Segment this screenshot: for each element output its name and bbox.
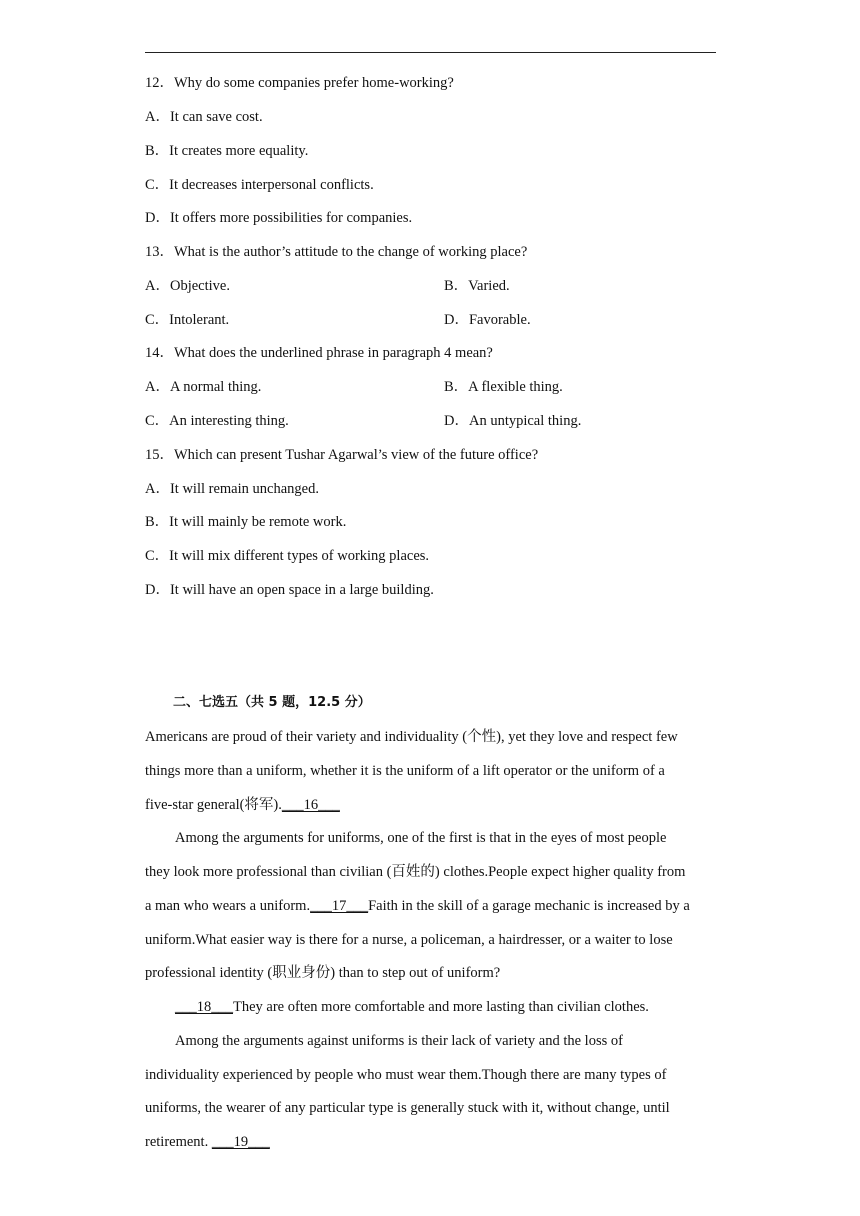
question-12-option-a: A．It can save cost. (145, 109, 263, 125)
blank-19: ___19___ (211, 1134, 270, 1150)
passage-line: Among the arguments against uniforms is their lack of variety and the loss of (175, 1033, 623, 1049)
question-14-option-b: B．A flexible thing. (444, 379, 563, 395)
question-15-option-b: B．It will mainly be remote work. (145, 514, 347, 530)
question-13-option-b: B．Varied. (444, 278, 510, 294)
blank-16: ___16___ (281, 797, 340, 813)
passage-line: uniforms, the wearer of any particular type is generally stuck with it, without change, until (145, 1100, 670, 1116)
passage-line (175, 998, 649, 1016)
header-rule (145, 52, 716, 53)
passage-text: a man who wears a uniform. (145, 898, 311, 914)
section-heading: 二、七选五（共 5 题，12.5 分） (173, 695, 371, 710)
passage-line: professional identity (职业身份) than to step out of uniform? (145, 965, 501, 981)
question-15-option-a: A．It will remain unchanged. (145, 481, 319, 497)
blank-17: ___17___ (310, 898, 369, 914)
question-12-option-b: B．It creates more equality. (145, 143, 309, 159)
question-14-option-a: A．A normal thing. (145, 379, 262, 395)
passage-line: they look more professional than civilian (百姓的) clothes.People expect higher quality from (145, 864, 686, 880)
question-13-stem: 13．What is the author’s attitude to the change of working place? (145, 244, 528, 260)
passage-line: individuality experienced by people who must wear them.Though there are many types of (145, 1067, 667, 1083)
passage-line: uniform.What easier way is there for a nurse, a policeman, a hairdresser, or a waiter to lose (145, 932, 673, 948)
passage-line (145, 796, 340, 814)
passage-line: Among the arguments for uniforms, one of the first is that in the eyes of most people (175, 830, 667, 846)
passage-text: retirement. (145, 1134, 209, 1150)
question-15-stem: 15．Which can present Tushar Agarwal’s view of the future office? (145, 447, 539, 463)
question-14-option-c: C．An interesting thing. (145, 413, 289, 429)
passage-line (145, 897, 690, 915)
passage-text: They are often more comfortable and more lasting than civilian clothes. (233, 999, 649, 1015)
passage-text: Faith in the skill of a garage mechanic is increased by a (368, 898, 690, 914)
passage-text: five-star general(将军). (145, 797, 282, 813)
question-14-option-d: D．An untypical thing. (444, 413, 582, 429)
question-13-option-d: D．Favorable. (444, 312, 531, 328)
question-12-option-c: C．It decreases interpersonal conflicts. (145, 177, 374, 193)
question-12-option-d: D．It offers more possibilities for companies. (145, 210, 413, 226)
question-14-stem: 14．What does the underlined phrase in paragraph 4 mean? (145, 345, 493, 361)
passage-line (145, 1133, 270, 1151)
blank-18: ___18___ (175, 999, 233, 1015)
question-13-option-a: A．Objective. (145, 278, 230, 294)
question-15-option-d: D．It will have an open space in a large building. (145, 582, 434, 598)
passage-line: Americans are proud of their variety and individuality (个性), yet they love and respect few (145, 729, 678, 745)
question-15-option-c: C．It will mix different types of working places. (145, 548, 430, 564)
passage-line: things more than a uniform, whether it is the uniform of a lift operator or the uniform of a (145, 763, 665, 779)
question-12-stem: 12．Why do some companies prefer home-working? (145, 75, 454, 91)
question-13-option-c: C．Intolerant. (145, 312, 230, 328)
